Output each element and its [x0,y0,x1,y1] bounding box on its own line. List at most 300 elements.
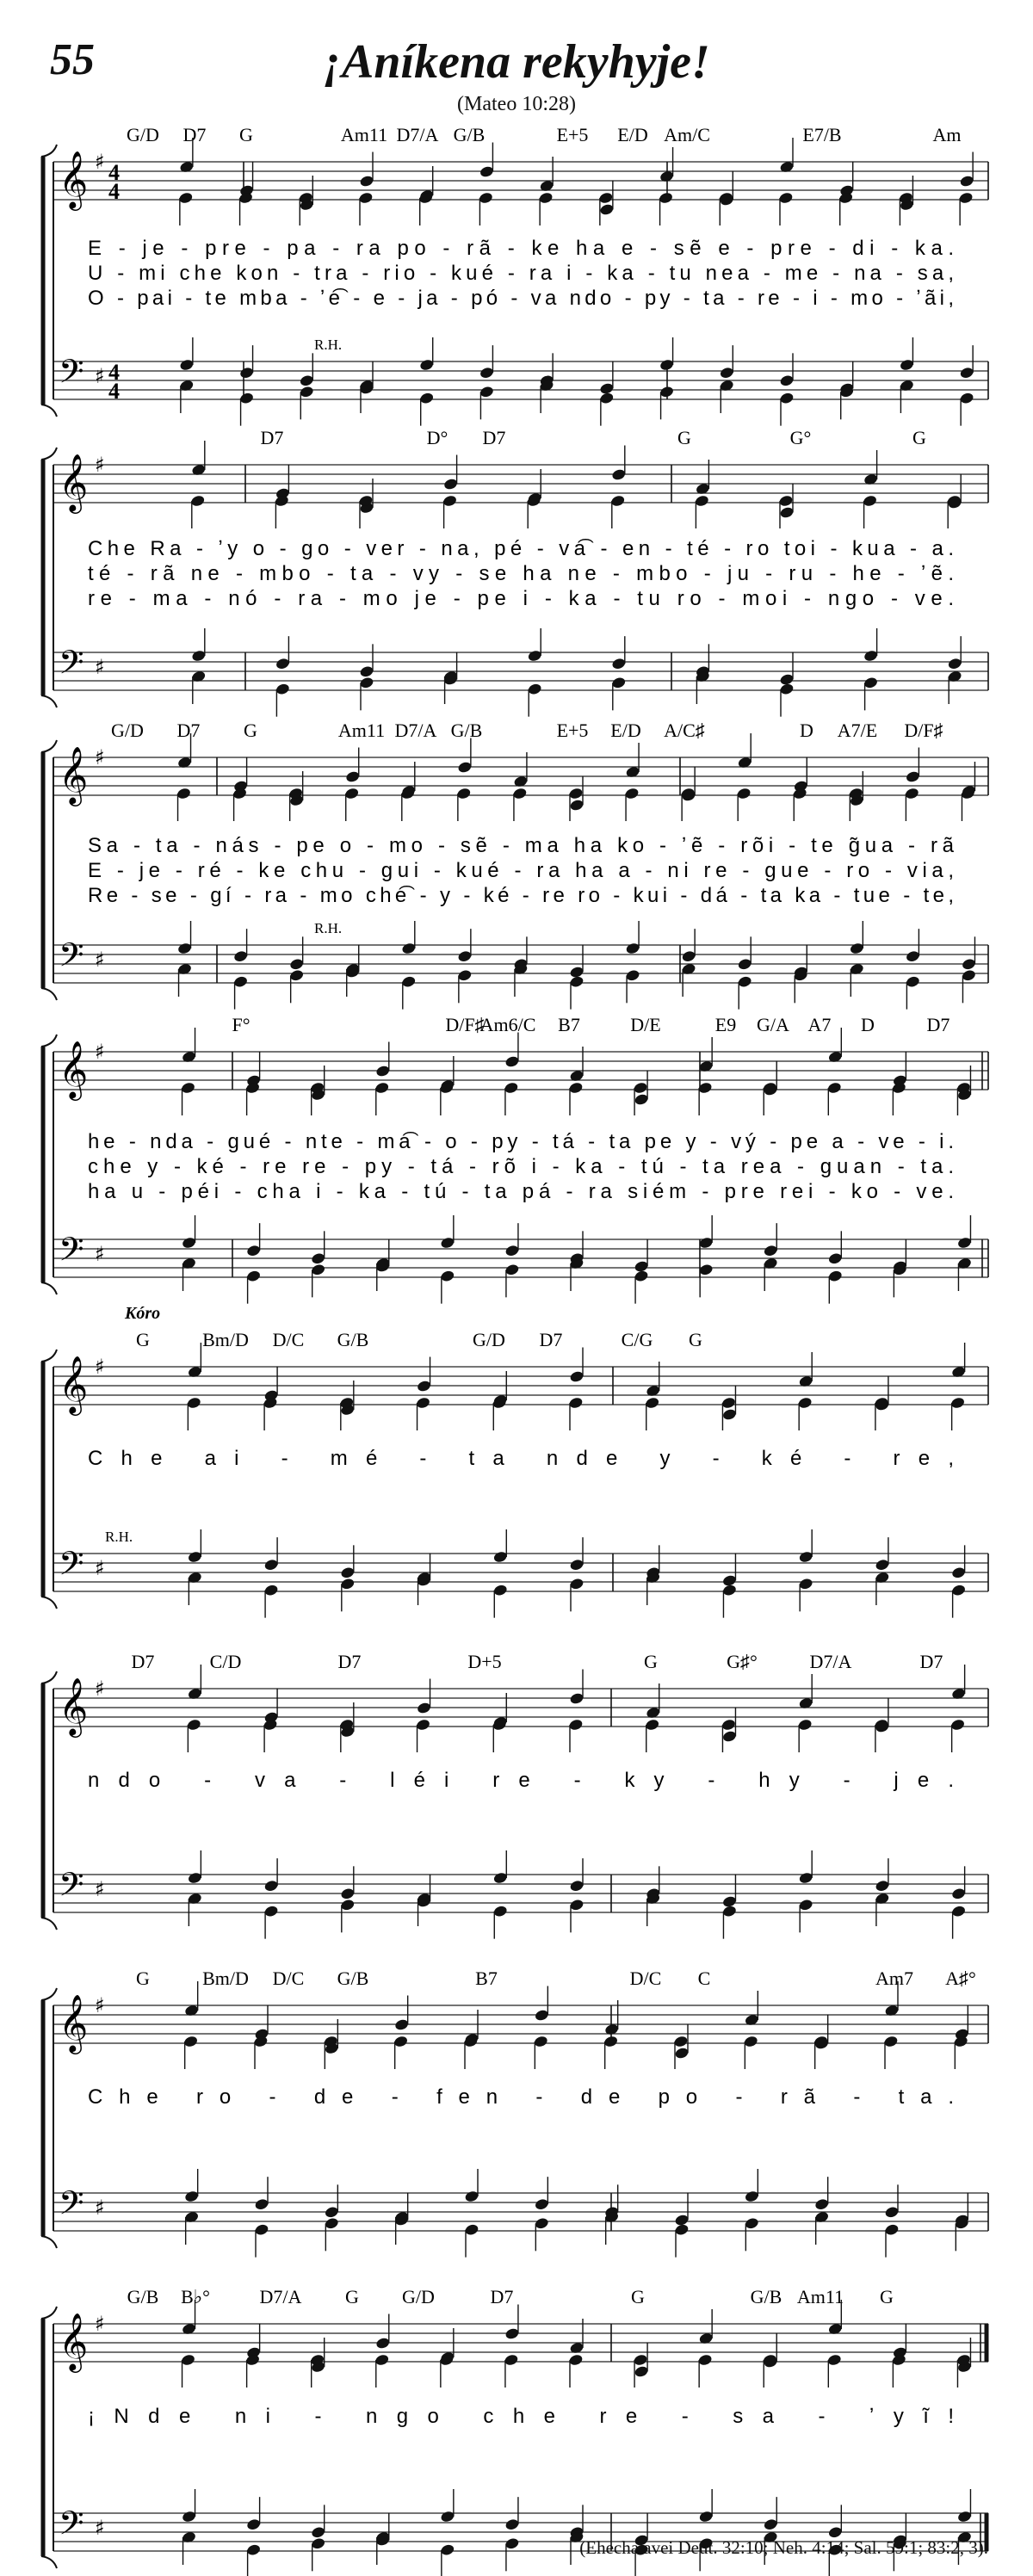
alto-note [645,1718,660,1731]
tenor-note [899,358,914,371]
chord-symbol: E/D [617,124,648,145]
alto-note [697,2353,713,2366]
chord-symbol: Am [932,124,962,145]
tenor-note [779,673,795,686]
bass-note [299,386,314,398]
lyric-line: Che ro - de - fen - de po - rã - ta. [88,2085,954,2109]
bass-note [779,683,795,695]
alto-note [186,1396,201,1409]
tenor-note [798,1871,813,1884]
tenor-note [957,2510,973,2523]
tenor-note [527,649,542,662]
tenor-note [401,942,417,954]
bass-clef-icon: 𝄢 [59,1230,84,1276]
tenor-note [263,1879,279,1892]
tenor-note [698,1236,714,1249]
alto-note [797,1718,813,1731]
chord-symbol: F° [232,1014,251,1035]
tenor-note [569,1879,585,1892]
soprano-note [504,2327,520,2340]
bass-note [457,969,473,982]
treble-clef-icon: 𝄞 [59,2312,89,2370]
tenor-note [569,966,585,979]
key-signature-sharp-icon: ♯ [95,745,105,769]
tenor-note [634,1260,649,1273]
alto-note [624,787,640,800]
bass-note [464,2223,479,2236]
tenor-note [233,949,249,962]
tenor-note [534,2197,549,2210]
chord-symbol: Am7 [875,1968,913,1989]
bass-note [289,969,305,982]
tenor-note [177,942,193,954]
system-4 [41,1014,988,1304]
bass-note [744,2217,759,2230]
bass-note [311,2537,326,2550]
soprano-note [534,2009,549,2022]
tenor-note [311,1252,326,1265]
soprano-note [417,1380,432,1393]
chord-symbol: D7 [260,427,284,448]
chord-symbol: D/E [630,1014,661,1035]
chord-symbol: Am11 [337,720,386,741]
soprano-note [345,770,361,783]
alto-note [673,2035,689,2048]
chord-symbol: G [880,2286,894,2307]
chord-symbol: A7/E [837,720,878,741]
rh-label: R.H. [105,1529,133,1545]
tenor-note [191,649,207,662]
bracket-hook [41,1671,57,1683]
chord-symbol: G [677,427,691,448]
treble-clef-icon: 𝄞 [59,1677,89,1735]
chord-symbol: G/D [402,2286,435,2307]
bass-clef-icon: 𝄢 [59,352,84,398]
tenor-note [289,958,305,971]
chord-symbol: G [912,427,926,448]
bass-clef-icon: 𝄢 [59,643,84,689]
time-signature-icon: 4 [108,360,120,385]
treble-clef-icon: 𝄞 [59,453,89,511]
chord-symbol: E9 [714,1014,737,1035]
chord-symbol: G [345,2286,359,2307]
rh-label: R.H. [314,920,343,936]
bracket-hook [41,1350,57,1362]
bass-note [275,683,290,695]
tenor-note [863,649,879,662]
lyric-line: ¡Nde ni - ngo che re - sa - ʼyĩ! [88,2405,954,2428]
chord-symbol: G [689,1329,702,1350]
scripture-reference: (Mateo 10:28) [457,93,576,115]
tenor-note [440,2510,455,2523]
alto-note [958,191,974,204]
tenor-note [182,1236,197,1249]
tenor-note [951,1566,967,1579]
alto-note [610,494,626,507]
chord-symbol: G/A [757,1014,789,1035]
tenor-note [359,665,374,678]
soprano-note [375,2337,391,2350]
system-1 [41,124,988,426]
alto-note [826,1081,842,1094]
chord-symbol: G/D [111,720,144,741]
bass-note [479,386,494,398]
tenor-note [905,949,920,962]
system-5 [41,1304,988,1618]
tenor-note [246,2517,262,2530]
key-signature-sharp-icon: ♯ [95,2516,105,2540]
chord-symbol: D7 [926,1014,950,1035]
alto-note [186,1718,201,1731]
tenor-note [962,958,977,971]
alto-note [950,1718,966,1731]
tenor-note [246,1244,262,1257]
alto-note [190,494,206,507]
treble-clef-icon: 𝄞 [59,1993,89,2052]
soprano-note [634,2365,649,2378]
lyric-line: té - rã ne - mbo - ta - vy - se ha ne - mbo - ju - ru - he - ʼẽ. [88,562,954,585]
alto-note [797,1396,813,1409]
chord-symbol: E+5 [556,720,589,741]
bracket-hook [41,405,57,417]
lyric-line: O - pai - te mba - ʼe͡ - e - ja - pó - va ndo - py - ta - re - i - mo - ʼãi, [88,287,954,310]
alto-note [603,2035,619,2048]
key-signature-sharp-icon: ♯ [95,948,105,972]
chord-symbol: G/B [750,2286,782,2307]
treble-clef-icon: 𝄞 [59,745,89,804]
chord-symbol: D7/A [396,124,439,145]
chord-symbol: G/B [337,1329,369,1350]
chord-symbol: Bm/D [202,1968,249,1989]
bass-note [569,1899,585,1912]
tenor-note [299,374,314,387]
chord-symbol: D/C [629,1968,662,1989]
chord-symbol: D/C [272,1968,305,1989]
alto-note [416,1396,431,1409]
bass-note [324,2217,339,2230]
key-signature-sharp-icon: ♯ [95,364,105,388]
bass-note [239,392,255,405]
tenor-note [419,358,435,371]
bass-note [722,1905,738,1918]
bracket-hook [41,2556,57,2568]
chord-symbol: D7 [176,720,201,741]
time-signature-icon: 4 [108,179,120,204]
chord-symbol: G/B [337,1968,369,1989]
bracket-hook [41,448,57,460]
soprano-note [479,165,494,178]
alto-note [456,787,472,800]
bass-note [246,2543,262,2556]
bass-note [962,969,977,982]
bass-note [659,386,675,398]
bass-note [233,975,249,988]
tenor-note [187,1550,202,1563]
chord-symbol: Am11 [340,124,388,145]
chord-symbol: D7 [182,124,207,145]
bass-clef-icon: 𝄢 [59,2184,84,2230]
bass-note [340,1578,356,1591]
soprano-note [611,468,627,481]
bass-note [492,1905,508,1918]
chord-symbol: G° [789,427,812,448]
tenor-note [744,2190,759,2202]
alto-note [568,2353,584,2366]
tenor-note [722,1895,738,1908]
chord-symbol: G [136,1968,150,1989]
alto-note [778,191,794,204]
bass-clef-icon: 𝄢 [59,2504,84,2550]
tenor-note [719,366,734,379]
alto-note [358,191,374,204]
tenor-note [611,657,627,670]
chord-symbol: B7 [558,1014,580,1035]
bass-note [634,1269,649,1282]
key-signature-sharp-icon: ♯ [95,1877,105,1901]
bass-note [827,1269,843,1282]
alto-note [633,1081,648,1094]
lyric-line: ndo - va - léi re - ky - hy - je. [88,1769,954,1792]
chord-symbol: Am11 [796,2286,844,2307]
bracket-hook [41,740,57,752]
alto-note [183,2035,199,2048]
chord-symbol: Am6/C [479,1014,536,1035]
chord-symbol: E7/B [802,124,842,145]
alto-note [736,787,752,800]
bracket-hook [41,1918,57,1930]
chord-symbol: D/F♯ [445,1014,485,1035]
bass-note [263,1584,279,1597]
tenor-note [779,374,795,387]
system-3 [41,720,988,1010]
hymn-title: ¡Aníkena rekyhyje! [323,35,710,89]
alto-note [504,1081,519,1094]
bracket-hook [41,145,57,157]
bass-note [359,676,374,689]
system-7 [41,1968,988,2258]
key-signature-sharp-icon: ♯ [95,2196,105,2220]
chord-symbol: G [239,124,253,145]
alto-note [721,1718,737,1731]
lyric-line: re - ma - nó - ra - mo je - pe i - ka - tu ro - moi - ngo - ve. [87,587,955,610]
alto-note [374,1081,390,1094]
chord-symbol: G/B [453,124,486,145]
soprano-note [674,2047,690,2060]
chord-symbol: Am/C [664,124,710,145]
tenor-note [814,2197,830,2210]
bass-note [798,1899,813,1912]
tenor-note [263,1558,279,1571]
soprano-note [569,799,585,812]
soprano-note [394,2018,410,2031]
lyric-line: Che ai - mé - ta nde y - ké - re, [88,1447,954,1470]
chord-symbol: C/G [621,1329,653,1350]
key-signature-sharp-icon: ♯ [95,1355,105,1379]
system-2 [41,427,988,717]
tenor-note [951,1887,967,1900]
tenor-note [569,1558,585,1571]
alto-note [176,787,192,800]
chord-symbol: D [800,720,813,741]
alto-note [344,787,360,800]
chord-symbol: D/F♯ [904,720,943,741]
chord-symbol: D7 [490,2286,514,2307]
bracket-hook [41,1035,57,1047]
key-signature-sharp-icon: ♯ [95,1040,105,1064]
soprano-note [722,1730,738,1743]
soprano-note [779,506,795,519]
bass-note [569,975,585,988]
alto-note [633,2353,648,2366]
bass-note [905,975,920,988]
tenor-note [875,1558,890,1571]
tenor-note [340,1887,356,1900]
koro-label: Kóro [125,1304,161,1323]
tenor-note [254,2197,269,2210]
bass-note [504,1263,520,1276]
tenor-note [311,2526,326,2539]
tenor-note [457,949,473,962]
chord-symbol: D [861,1014,875,1035]
bass-note [504,2537,520,2550]
soprano-note [634,1093,649,1106]
chord-symbol: G [136,1329,150,1350]
soprano-note [722,1408,738,1421]
time-signature-icon: 4 [108,379,120,404]
soprano-note [569,1692,585,1705]
alto-note [645,1396,660,1409]
lyric-line: Che Ra - ʼy o - go - ver - na, pé - va͡ - en - té - ro toi - kua - a. [88,537,955,560]
tenor-note [324,2206,339,2219]
tenor-note [187,1871,202,1884]
tenor-note [239,366,255,379]
lyric-line: E - je - ré - ke chu - gui - kué - ra ha a - ni re - gue - ro - via, [87,859,955,882]
soprano-note [443,478,459,491]
tenor-note [674,2214,690,2227]
tenor-note [492,1550,508,1563]
key-signature-sharp-icon: ♯ [95,150,105,174]
tenor-note [599,382,615,395]
lyric-line: he - nda - gué - nte - ma͡ - o - py - tá - ta pe y - vý - pe a - ve - i. [88,1130,954,1153]
alto-note [826,2353,842,2366]
bracket-hook [41,1597,57,1609]
bass-note [569,1578,585,1591]
chord-symbol: E+5 [556,124,589,145]
key-signature-sharp-icon: ♯ [95,1677,105,1701]
alto-note [393,2035,409,2048]
chord-symbol: G [631,2286,645,2307]
alto-note [694,494,709,507]
tenor-note [340,1566,356,1579]
alto-note [568,1396,584,1409]
alto-note [568,1081,584,1094]
key-signature-sharp-icon: ♯ [95,1556,105,1580]
key-signature-sharp-icon: ♯ [95,1993,105,2017]
tenor-note [875,1879,890,1892]
tenor-note [957,1236,973,1249]
bass-clef-icon: 𝄢 [59,1544,84,1591]
alto-note [538,191,554,204]
footer-references: (Ehecha avei Deut. 32:10; Neh. 4:14; Sal. 59:1; 83:2, 3). [579,2537,988,2558]
bracket-hook [41,1282,57,1294]
bass-note [737,975,752,988]
key-signature-sharp-icon: ♯ [95,453,105,477]
chord-symbol: G [244,720,257,741]
bracket-hook [41,695,57,707]
bass-clef-icon: 𝄢 [59,1865,84,1912]
chord-symbol: D7 [131,1651,155,1672]
chord-symbol: D7/A [394,720,437,741]
tenor-note [884,2206,900,2219]
soprano-note [457,761,473,774]
alto-note [721,1396,737,1409]
key-signature-sharp-icon: ♯ [95,1242,105,1266]
bass-clef-icon: 𝄢 [59,936,84,982]
bracket-hook [41,2236,57,2248]
bass-note [263,1905,279,1918]
alto-note [416,1718,431,1731]
chord-symbol: C/D [209,1651,242,1672]
bass-note [311,1263,326,1276]
bass-note [340,1899,356,1912]
lyric-line: che y - ké - re re - py - tá - rõ i - ka - tú - ta rea - guan - ta. [88,1155,954,1178]
alto-note [659,191,674,204]
chord-symbol: B♭° [181,2286,210,2307]
key-signature-sharp-icon: ♯ [95,2312,105,2336]
tenor-note [182,2510,197,2523]
tenor-note [492,1871,508,1884]
chord-symbol: G♯° [727,1651,758,1672]
bass-note [534,2217,549,2230]
chord-symbol: D7/A [809,1651,852,1672]
bass-note [779,392,795,405]
bass-note [440,1269,455,1282]
tenor-note [763,2517,778,2530]
alto-note [478,191,493,204]
alto-note [883,2035,899,2048]
alto-note [598,191,614,204]
soprano-note [375,1065,391,1078]
alto-note [950,1396,966,1409]
tenor-note [440,1236,455,1249]
tenor-note [659,358,675,371]
soprano-note [599,203,615,216]
chord-symbol: C [697,1968,711,1989]
tenor-note [722,1574,738,1587]
alto-note [904,787,919,800]
tenor-note [947,657,962,670]
tenor-note [763,1244,778,1257]
chord-symbol: D7 [539,1329,563,1350]
treble-clef-icon: 𝄞 [59,150,89,208]
bass-note [959,392,974,405]
tenor-note [625,942,640,954]
bracket-hook [41,2307,57,2319]
treble-clef-icon: 𝄞 [59,1040,89,1098]
treble-clef-icon: 𝄞 [59,1355,89,1413]
bass-note [440,2543,455,2556]
lyric-line: ha u - péi - cha i - ka - tú - ta pá - ra siém - pre rei - ko - ve. [87,1180,955,1203]
bass-note [527,683,542,695]
alto-note [778,494,794,507]
tenor-note [184,2190,200,2202]
lyric-line: U - mi che kon - tra - rio - kué - ra i - ka - tu nea - me - na - sa, [88,262,955,285]
tenor-note [737,958,752,971]
tenor-note [479,366,494,379]
alto-note [568,1718,584,1731]
soprano-note [417,1702,432,1714]
chord-symbol: A7 [807,1014,832,1035]
